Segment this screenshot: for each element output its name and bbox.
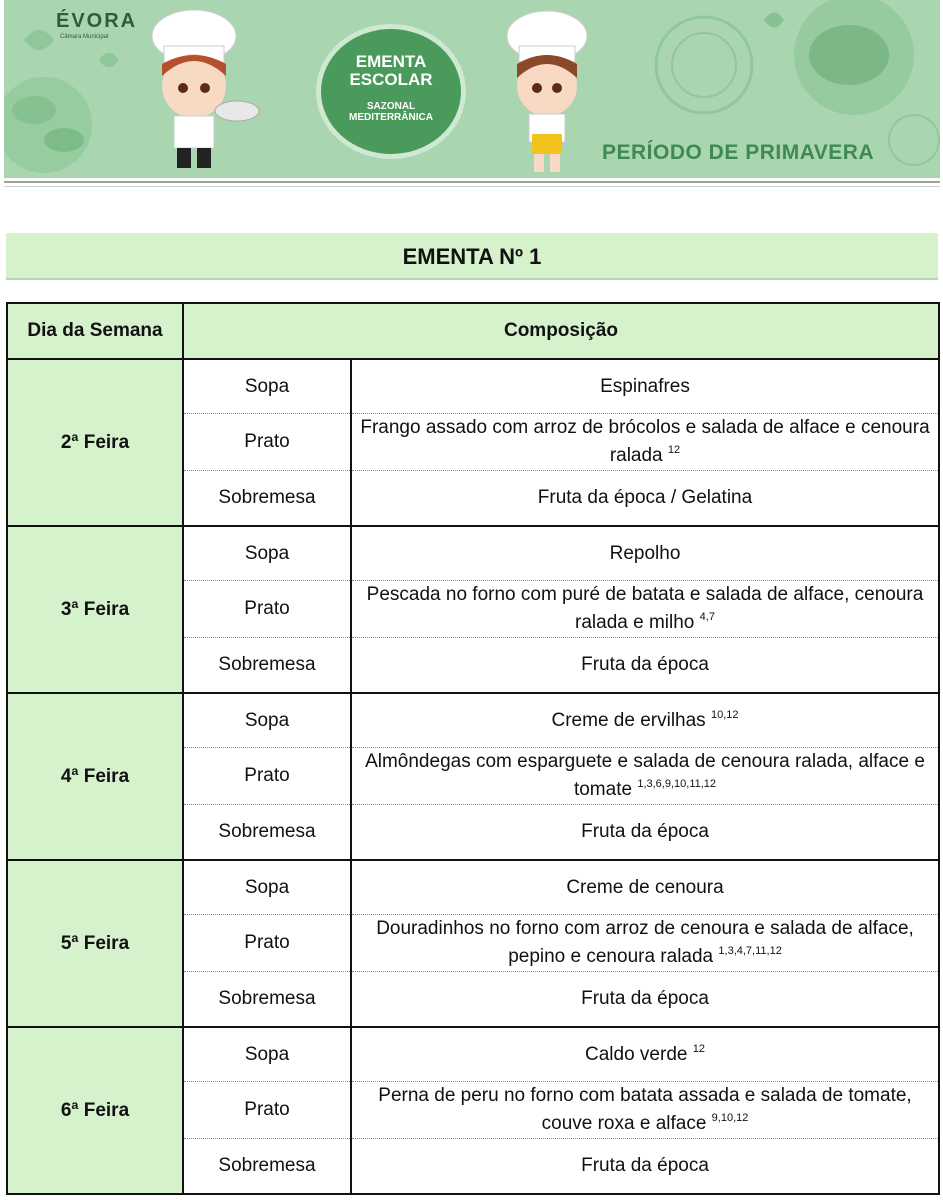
course-type-cell: Prato xyxy=(183,414,351,471)
allergen-codes: 4,7 xyxy=(699,611,715,623)
dish-cell xyxy=(351,805,939,861)
course-type-cell: Sobremesa xyxy=(183,972,351,1028)
course-type-cell: Prato xyxy=(183,581,351,638)
brand-subtitle: Câmara Municipal xyxy=(60,34,109,40)
season-period: PERÍODO DE PRIMAVERA xyxy=(602,141,875,164)
dish-name: Fruta da época xyxy=(581,821,709,842)
course-type-cell: Prato xyxy=(183,748,351,805)
badge-line3: SAZONAL xyxy=(366,101,416,112)
column-header-day: Dia da Semana xyxy=(7,303,183,359)
dish-cell xyxy=(351,1139,939,1195)
dish-name: Fruta da época / Gelatina xyxy=(537,487,753,508)
banner-divider-thin xyxy=(4,186,940,187)
allergen-codes: 12 xyxy=(692,1042,705,1055)
dish-cell xyxy=(351,526,939,581)
weekday-cell: 4ª Feira xyxy=(7,693,183,860)
menu-table xyxy=(6,302,940,1195)
course-type-cell: Sobremesa xyxy=(183,805,351,861)
course-type-cell: Sobremesa xyxy=(183,638,351,694)
column-header-composition: Composição xyxy=(183,303,939,359)
course-type-cell: Sobremesa xyxy=(183,471,351,527)
dish-cell xyxy=(351,693,939,748)
dish-cell xyxy=(351,638,939,694)
chef-boy-illustration xyxy=(139,6,264,176)
dish-cell xyxy=(351,1082,939,1139)
table-row xyxy=(7,860,939,915)
dish-name: Pescada no forno com puré de batata e salada de alface, cenoura ralada e milho xyxy=(366,584,924,633)
dish-cell xyxy=(351,748,939,805)
dish-cell xyxy=(351,471,939,527)
dish-cell xyxy=(351,1027,939,1082)
course-type-cell: Prato xyxy=(183,1082,351,1139)
dish-name: Creme de ervilhas xyxy=(551,709,706,731)
dish-cell xyxy=(351,972,939,1028)
table-row xyxy=(7,526,939,581)
dish-name: Espinafres xyxy=(600,375,690,397)
menu-title: EMENTA Nº 1 xyxy=(6,233,938,280)
course-type-cell: Sobremesa xyxy=(183,1139,351,1195)
dish-name: Douradinhos no forno com arroz de cenoura e salada de alface, pepino e cenoura ralada xyxy=(376,918,914,967)
municipality-logo xyxy=(56,10,137,40)
course-type-cell: Sopa xyxy=(183,1027,351,1082)
dish-name: Fruta da época xyxy=(581,988,709,1009)
banner-divider xyxy=(4,181,940,183)
dish-cell xyxy=(351,414,939,471)
dish-name: Perna de peru no forno com batata assada e salada de tomate, couve roxa e alface xyxy=(378,1085,912,1134)
table-row xyxy=(7,693,939,748)
brand-name: ÉVORA xyxy=(56,10,138,32)
header-banner xyxy=(4,0,940,178)
course-type-cell: Sopa xyxy=(183,860,351,915)
allergen-codes: 9,10,12 xyxy=(711,1112,749,1124)
badge-line1: EMENTA xyxy=(355,52,427,71)
weekday-cell: 2ª Feira xyxy=(7,359,183,526)
allergen-codes: 10,12 xyxy=(710,708,739,721)
allergen-codes: 12 xyxy=(667,444,681,456)
chef-girl-illustration xyxy=(492,6,602,176)
course-type-cell: Sopa xyxy=(183,359,351,414)
weekday-cell: 3ª Feira xyxy=(7,526,183,693)
course-type-cell: Sopa xyxy=(183,693,351,748)
dish-name: Fruta da época xyxy=(581,654,709,675)
weekday-cell: 6ª Feira xyxy=(7,1027,183,1194)
weekday-cell: 5ª Feira xyxy=(7,860,183,1027)
dish-cell xyxy=(351,359,939,414)
course-type-cell: Sopa xyxy=(183,526,351,581)
dish-name: Fruta da época xyxy=(581,1155,709,1176)
dish-cell xyxy=(351,860,939,915)
table-header-row xyxy=(7,303,939,359)
dish-name: Creme de cenoura xyxy=(566,876,724,898)
course-type-cell: Prato xyxy=(183,915,351,972)
table-row xyxy=(7,1027,939,1082)
menu-table-body xyxy=(7,359,939,1194)
dish-name: Repolho xyxy=(609,542,681,564)
menu-badge xyxy=(316,24,466,159)
allergen-codes: 1,3,6,9,10,11,12 xyxy=(637,778,717,790)
dish-name: Frango assado com arroz de brócolos e salada de alface e cenoura ralada xyxy=(360,417,930,466)
badge-line2: ESCOLAR xyxy=(349,70,433,89)
table-row xyxy=(7,359,939,414)
dish-cell xyxy=(351,915,939,972)
dish-cell xyxy=(351,581,939,638)
dish-name: Almôndegas com esparguete e salada de cenoura ralada, alface e tomate xyxy=(365,751,925,800)
dish-name: Caldo verde xyxy=(585,1043,688,1065)
allergen-codes: 1,3,4,7,11,12 xyxy=(718,945,782,957)
badge-line4: MEDITERRÂNICA xyxy=(349,112,433,123)
